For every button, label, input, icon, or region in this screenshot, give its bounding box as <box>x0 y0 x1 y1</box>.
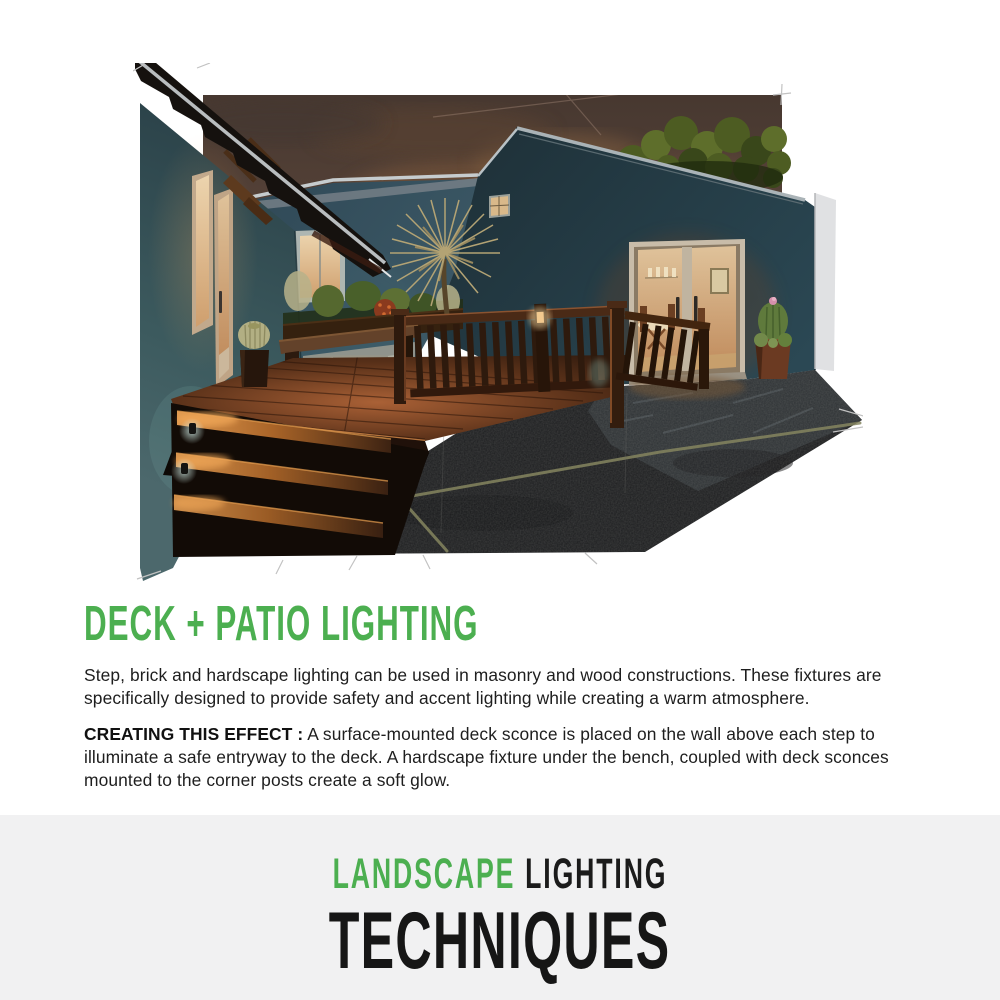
light-gray-panel <box>815 193 836 371</box>
left-post <box>394 314 406 404</box>
footer-brand-dark: LIGHTING <box>525 850 668 898</box>
plume-grass <box>284 271 312 311</box>
door-handle <box>694 296 698 322</box>
effect-label: CREATING THIS EFFECT : <box>84 724 304 744</box>
sconce-fixture <box>189 423 196 434</box>
footer-brand-line <box>0 850 1000 898</box>
attic-window <box>490 195 509 217</box>
corner-post <box>610 306 624 428</box>
footer-title: TECHNIQUES <box>329 896 671 986</box>
section-heading: DECK + PATIO LIGHTING <box>84 597 479 651</box>
door-handle <box>219 291 222 313</box>
end-post <box>699 329 709 389</box>
scene-svg <box>133 63 863 583</box>
footer-band <box>0 815 1000 1000</box>
description-section <box>84 597 929 805</box>
barrel-cactus-left <box>238 321 270 387</box>
french-doors <box>629 239 747 385</box>
effect-paragraph <box>84 723 929 792</box>
effect-text: A surface-mounted deck sconce is placed on the wall above each step to illuminate a safe entryway to the deck. A hardscape fixture under the bench, coupled with deck sconces mounted to the corner posts create a soft glow. <box>84 724 889 790</box>
post-sconce-light <box>537 312 545 323</box>
scene-illustration <box>133 63 863 583</box>
left-glass-door <box>214 188 233 387</box>
left-lit-window <box>192 170 213 335</box>
footer-brand-green: LANDSCAPE <box>332 850 516 898</box>
section-intro: Step, brick and hardscape lighting can be used in masonry and wood constructions. These fixtures are specifically designed to provide safety and accent lighting while creating a warm atmosphere. <box>84 665 882 708</box>
sconce-fixture <box>181 463 188 474</box>
picture-frame <box>711 269 728 293</box>
